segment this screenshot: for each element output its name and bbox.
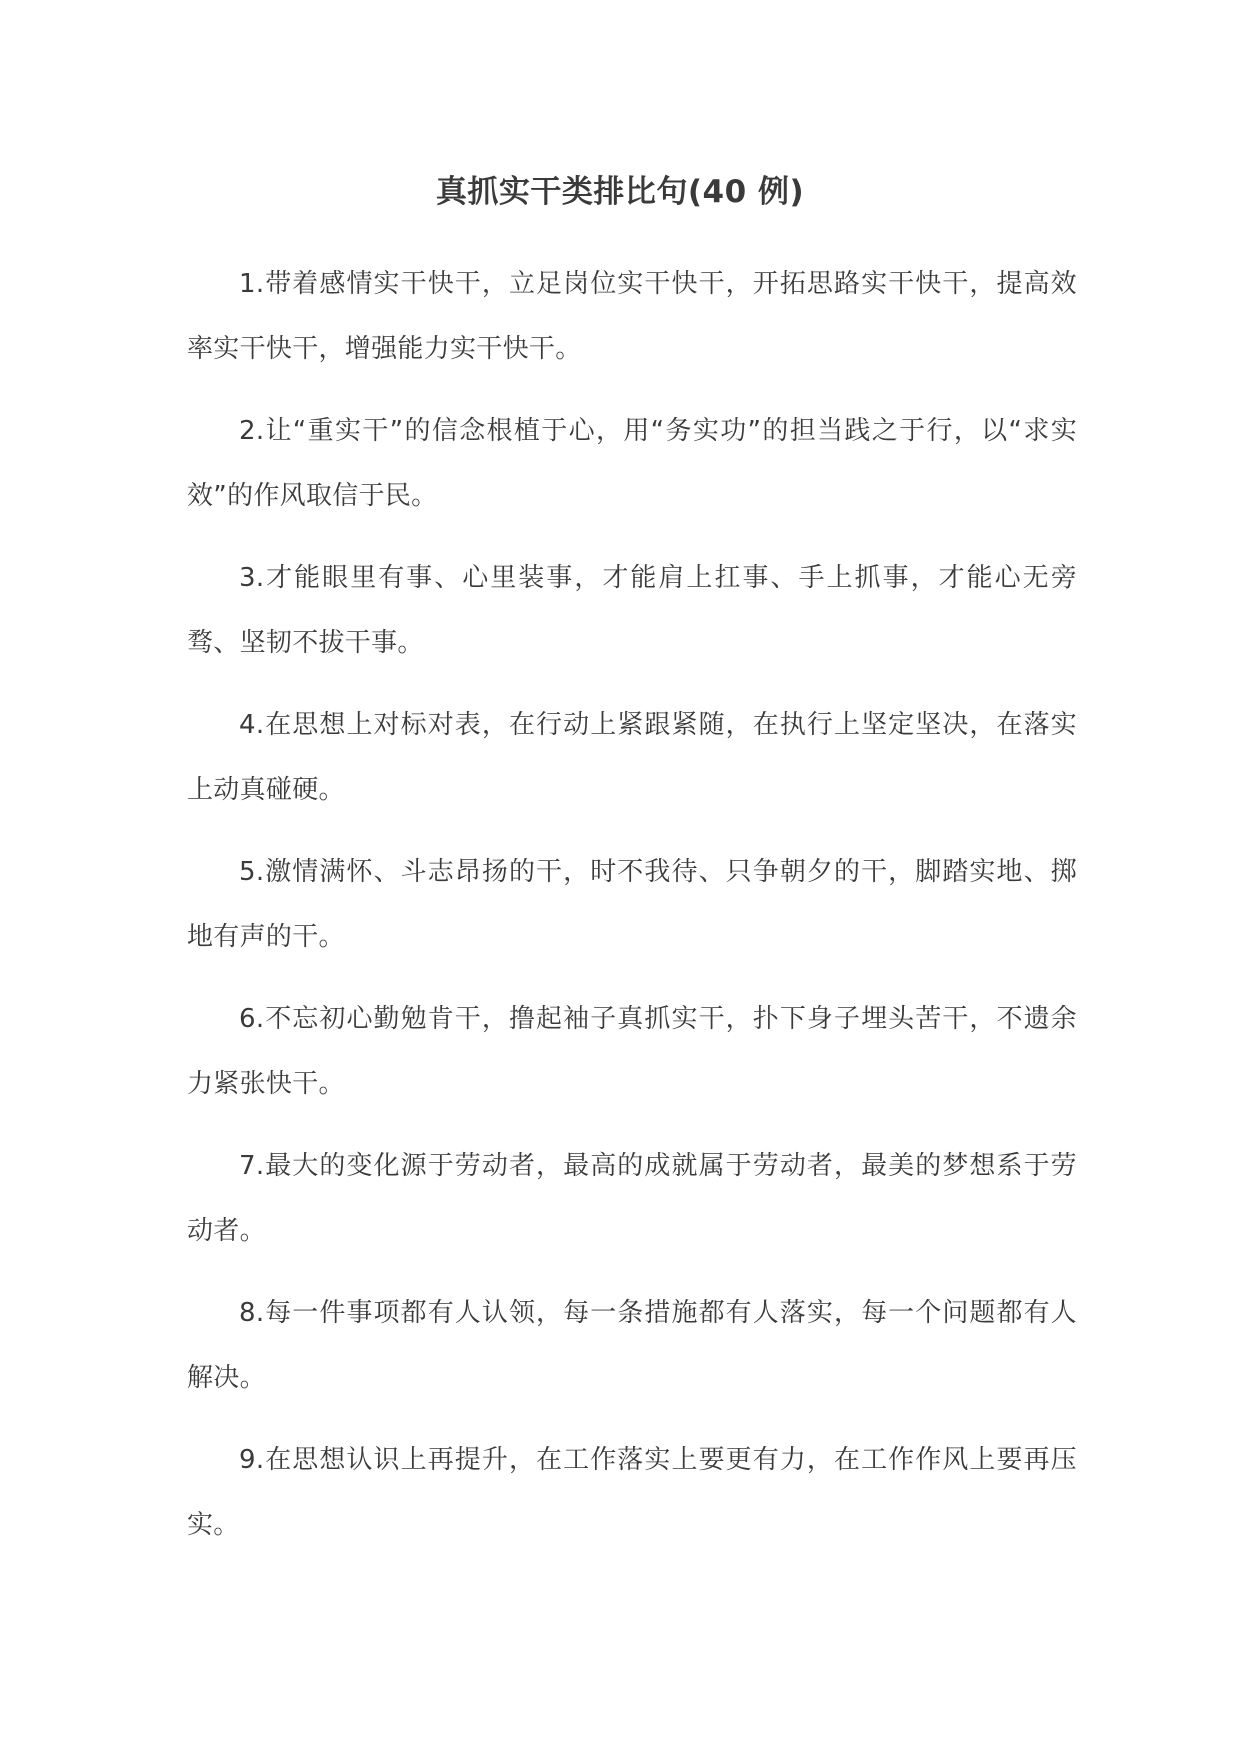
paragraph-8: 8.每一件事项都有人认领，每一条措施都有人落实，每一个问题都有人解决。 <box>187 1298 1077 1393</box>
paragraph-3: 3.才能眼里有事、心里装事，才能肩上扛事、手上抓事，才能心无旁骛、坚韧不拔干事。 <box>187 563 1077 658</box>
paragraph-7: 7.最大的变化源于劳动者，最高的成就属于劳动者，最美的梦想系于劳动者。 <box>187 1151 1077 1246</box>
document-body <box>187 252 1077 1575</box>
paragraph-5: 5.激情满怀、斗志昂扬的干，时不我待、只争朝夕的干，脚踏实地、掷地有声的干。 <box>187 857 1077 952</box>
paragraph-1: 1.带着感情实干快干，立足岗位实干快干，开拓思路实干快干，提高效率实干快干，增强能力实干快干。 <box>187 269 1077 364</box>
paragraph-2: 2.让“重实干”的信念根植于心，用“务实功”的担当践之于行，以“求实效”的作风取信于民。 <box>187 416 1077 511</box>
paragraph-6: 6.不忘初心勤勉肯干，撸起袖子真抓实干，扑下身子埋头苦干，不遗余力紧张快干。 <box>187 1004 1077 1099</box>
document-title: 真抓实干类排比句(40 例) <box>435 174 805 210</box>
paragraph-9: 9.在思想认识上再提升，在工作落实上要更有力，在工作作风上要再压实。 <box>187 1445 1077 1540</box>
paragraph-4: 4.在思想上对标对表，在行动上紧跟紧随，在执行上坚定坚决，在落实上动真碰硬。 <box>187 710 1077 805</box>
